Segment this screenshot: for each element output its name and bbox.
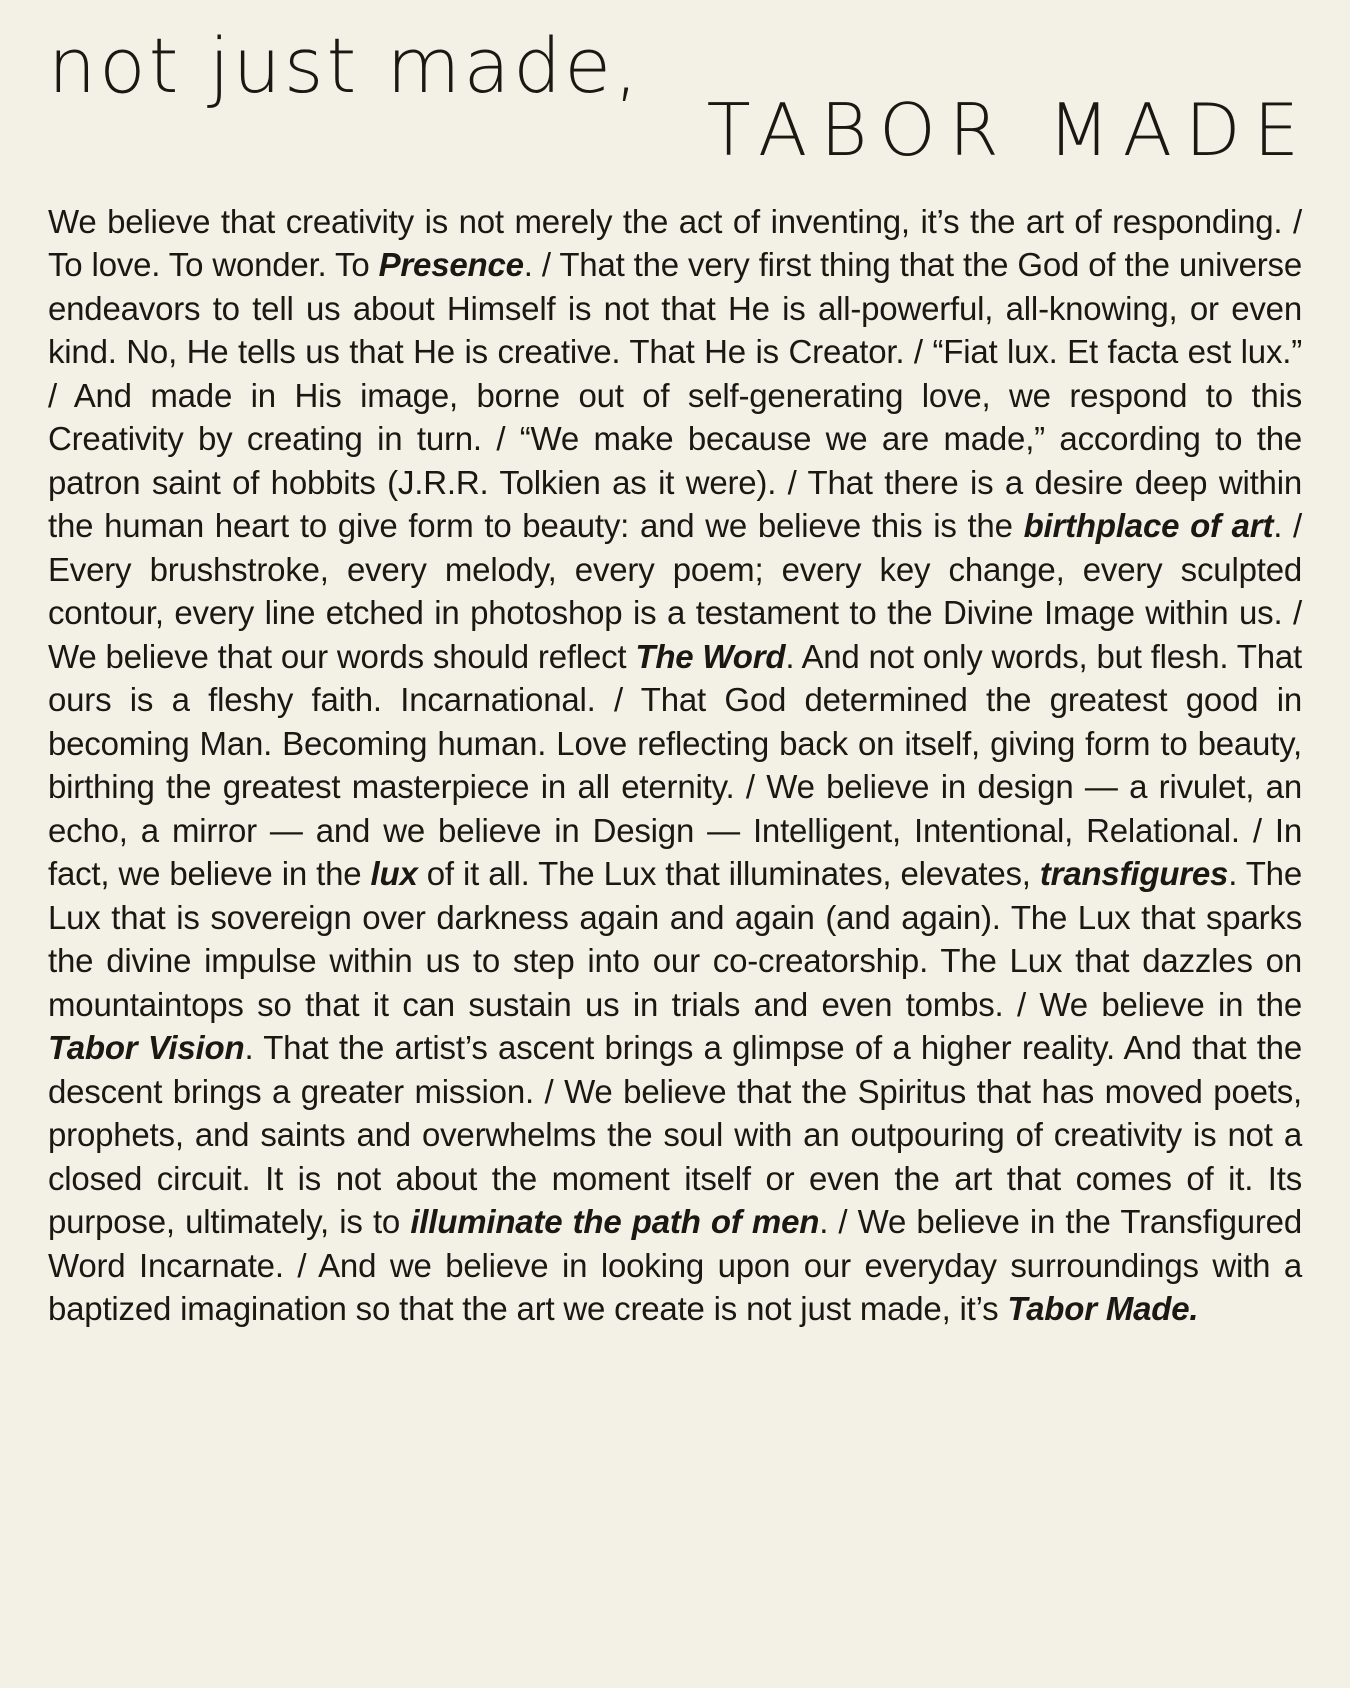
text-run: We believe that creativity is not merely the act of inventing, it’s the art of responding. / To love. To wonder. To <box>48 202 1302 284</box>
text-run: . And not only words, but flesh. That ours is a fleshy faith. Incarnational. / That God determined the greatest good in becoming Man. Becoming human. Love reflecting back on itself, giving form to beauty, birthing the greatest masterpiece in all eternity. / We believe in design — a rivulet, an echo, a mirror — and we believe in Design — Intelligent, Intentional, Relational. / In fact, we believe in the <box>48 637 1302 893</box>
emphasis-phrase: birthplace of art <box>1023 507 1274 545</box>
emphasis-phrase: illuminate the path of men <box>410 1203 820 1241</box>
text-run: . / That the very first thing that the God of the universe endeavors to tell us about Himself is not that He is all-powerful, all-knowing, or even kind. No, He tells us that He is creative. That He is Creator. / “Fiat lux. Et facta est lux.” / And made in His image, borne out of self-generating love, we respond to this Creativity by creating in turn. / “We make because we are made,” according to the patron saint of hobbits (J.R.R. Tolkien as it were). / That there is a desire deep within the human heart to give form to beauty: and we believe this is the <box>48 246 1302 545</box>
manifesto-text <box>48 200 1302 1331</box>
emphasis-phrase: transfigures <box>1039 855 1229 893</box>
emphasis-phrase: Presence <box>378 246 524 284</box>
text-run: . / Every brushstroke, every melody, every poem; every key change, every sculpted contour, every line etched in photoshop is a testament to the Divine Image within us. / We believe that our words should reflect <box>48 507 1302 675</box>
emphasis-phrase: Tabor Vision <box>48 1029 245 1067</box>
text-run: . / We believe in the Transfigured Word Incarnate. / And we believe in looking upon our everyday surroundings with a baptized imagination so that the art we create is not just made, it’s <box>48 1203 1302 1328</box>
text-run: . The Lux that is sovereign over darkness again and again (and again). The Lux that sparks the divine impulse within us to step into our co-creatorship. The Lux that dazzles on mountaintops so that it can sustain us in trials and even tombs. / We believe in the <box>48 855 1302 1023</box>
brand-wordmark: TABOR MADE <box>706 87 1312 172</box>
page-title: not just made, <box>48 21 642 110</box>
text-run: . That the artist’s ascent brings a glimpse of a higher reality. And that the descent brings a greater mission. / We believe that the Spiritus that has moved poets, prophets, and saints and overwhelms the soul with an outpouring of creativity is not a closed circuit. It is not about the moment itself or even the art that comes of it. Its purpose, ultimately, is to <box>48 1029 1302 1241</box>
emphasis-phrase: Tabor Made. <box>1007 1290 1199 1328</box>
emphasis-phrase: lux <box>370 855 418 893</box>
text-run: of it all. The Lux that illuminates, elevates, <box>417 855 1040 893</box>
emphasis-phrase: The Word <box>635 637 786 675</box>
